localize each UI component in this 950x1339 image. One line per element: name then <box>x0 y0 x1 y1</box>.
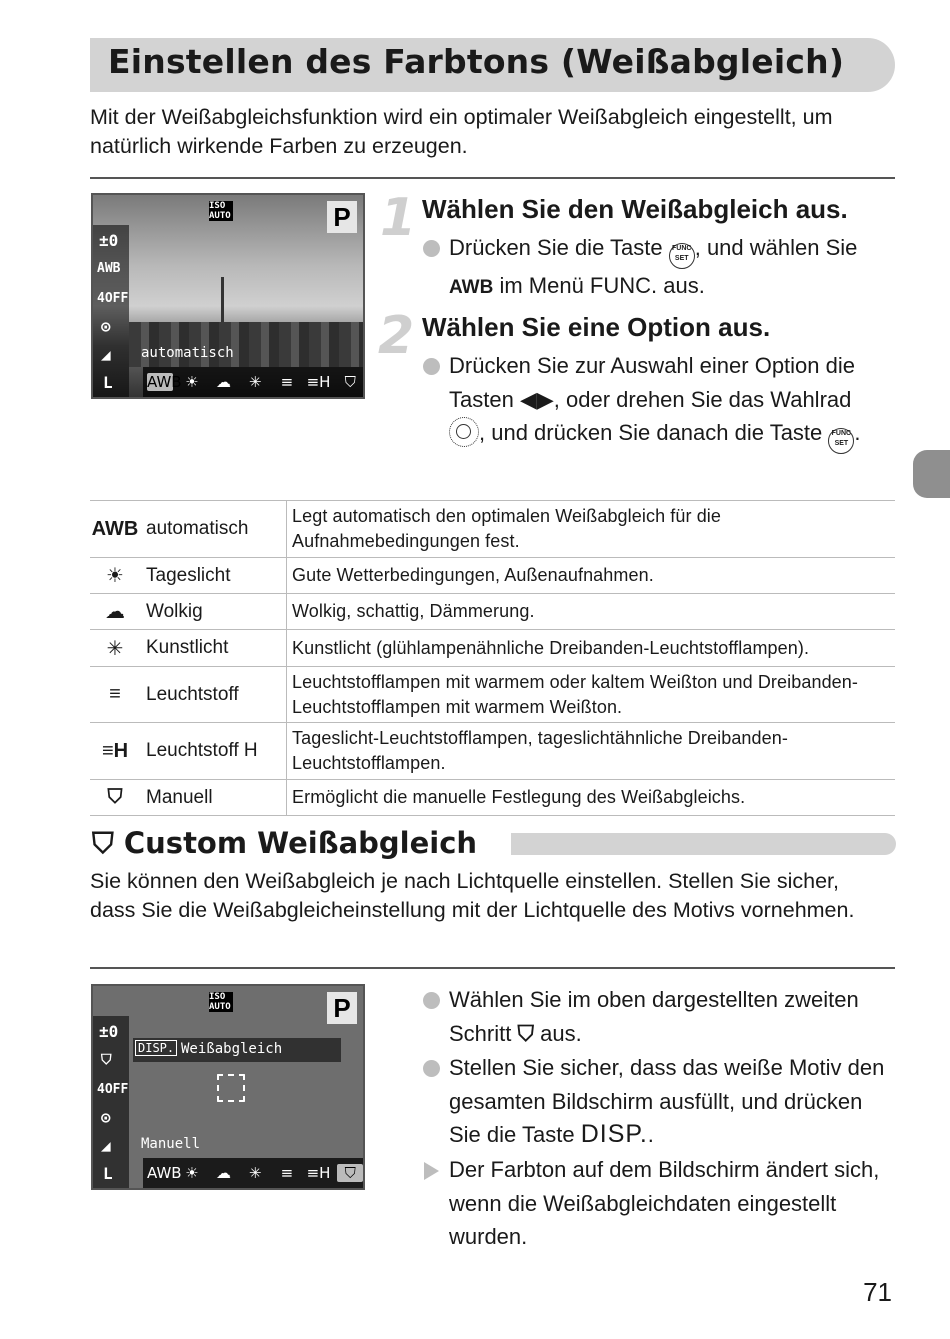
custom-step-2: Stellen Sie sicher, dass das weiße Motiv den gesamten Bildschirm ausfüllt, und drücken Sie die Taste DISP.. <box>449 1055 885 1148</box>
focus-frame <box>217 1074 245 1102</box>
mode-tungsten-icon: ✳ <box>248 373 262 391</box>
custom-wb-icon: ⛉ <box>92 826 114 860</box>
awb-icon: AWB <box>97 261 121 276</box>
fluorescent-h-icon: ≡H <box>90 723 140 780</box>
wb-option-desc: Legt automatisch den optimalen Weißabgleich für die Aufnahmebedingungen fest. <box>287 501 896 558</box>
mode-daylight-icon: ☀ <box>185 373 199 391</box>
step1-text: Drücken Sie die Taste FUNC SET , und wählen Sie AWB im Menü FUNC. aus. <box>449 235 858 298</box>
wb-option-name: Tageslicht <box>140 558 287 594</box>
mode-p-icon: P <box>327 201 357 233</box>
tungsten-icon: ✳ <box>90 630 140 667</box>
mode-fluorescent-h-icon: ≡H <box>306 373 331 391</box>
wb-option-name: Wolkig <box>140 594 287 630</box>
bullet-icon <box>423 1060 440 1077</box>
left-right-arrows-icon: ◀▶ <box>519 386 554 412</box>
wb-option-name: Kunstlicht <box>140 630 287 667</box>
wb-option-name: Manuell <box>140 780 287 816</box>
custom-icon: ⛉ <box>90 780 140 816</box>
bullet-icon <box>423 992 440 1009</box>
exposure-icon: ±0 <box>99 231 119 250</box>
custom-result: Der Farbton auf dem Bildschirm ändert sich, wenn die Weißabgleichdaten eingestellt wurden. <box>449 1157 880 1249</box>
func-set-button-icon: FUNC SET <box>669 243 695 269</box>
wb-option-desc: Tageslicht-Leuchtstofflampen, tageslichtähnliche Dreibanden-Leuchtstofflampen. <box>287 723 896 780</box>
wb-menu-bar <box>133 1038 341 1062</box>
mode-custom-icon: ⛉ <box>344 373 356 391</box>
chapter-tab <box>913 450 950 498</box>
iso-icon: ISO AUTO <box>209 201 233 221</box>
table-row <box>90 667 895 723</box>
step2-heading: Wählen Sie eine Option aus. <box>422 312 771 342</box>
wb-mode-label: Manuell <box>141 1136 201 1152</box>
custom-wb-heading: ⛉ Custom Weißabgleich <box>92 826 478 860</box>
wb-option-desc: Kunstlicht (glühlampenähnliche Dreibanden-Leuchtstofflampen). <box>287 630 896 667</box>
intro-text: Mit der Weißabgleichsfunktion wird ein optimaler Weißabgleich eingestellt, um natürlich wirkende Farben zu erzeugen. <box>90 105 833 158</box>
fluorescent-icon: ≡ <box>90 667 140 723</box>
wb-option-name: automatisch <box>140 501 287 558</box>
wb-option-desc: Leuchtstofflampen mit warmem oder kaltem Weißton und Dreibanden-Leuchtstofflampen mit warmem Weißton. <box>287 667 896 723</box>
mode-cloudy-icon: ☁ <box>216 373 231 391</box>
awb-icon: AWB <box>90 501 140 558</box>
camera-screen-1 <box>91 193 365 399</box>
wb-option-desc: Gute Wetterbedingungen, Außenaufnahmen. <box>287 558 896 594</box>
divider <box>90 967 895 969</box>
func-set-button-icon: FUNC SET <box>828 428 854 454</box>
step-number-1: 1 <box>380 188 417 248</box>
table-row <box>90 723 895 780</box>
flash-off-icon: 4OFF <box>97 291 129 306</box>
metering-icon: ⊙ <box>101 317 111 336</box>
wb-option-name: Leuchtstoff H <box>140 723 287 780</box>
mode-fluorescent-icon: ≡ <box>280 373 294 391</box>
table-row <box>90 501 895 558</box>
wb-mode-label: automatisch <box>141 345 234 361</box>
step1-heading: Wählen Sie den Weißabgleich aus. <box>422 194 848 224</box>
camera-screen-2: ±0 ⛉ 4OFF ⊙ ◢ L ISO AUTO P DISP. Weißabgleich Manuell AWB ☀ ☁ ✳ ≡ ≡H ⛉ <box>91 984 365 1190</box>
page-number: 71 <box>863 1277 892 1307</box>
section-bar <box>511 833 896 855</box>
disp-button-icon: DISP. <box>580 1120 648 1148</box>
mode-awb-icon: AWB <box>147 373 182 391</box>
wb-option-desc: Wolkig, schattig, Dämmerung. <box>287 594 896 630</box>
custom-icon: ⛉ <box>517 1020 534 1046</box>
custom-icon: ⛉ <box>101 1052 112 1068</box>
wb-menu-label: Weißabgleich <box>181 1041 283 1057</box>
disp-tag: DISP. <box>135 1040 177 1056</box>
bullet-icon <box>423 240 440 257</box>
table-row <box>90 594 895 630</box>
step2-text: Drücken Sie zur Auswahl einer Option die Tasten ◀▶, oder drehen Sie das Wahlrad , und drücken Sie danach die Taste FUNC SET . <box>449 349 879 454</box>
custom-step-1: Wählen Sie im oben dargestellten zweiten Schritt ⛉ aus. <box>449 987 859 1046</box>
table-row <box>90 558 895 594</box>
wb-option-name: Leuchtstoff <box>140 667 287 723</box>
wb-mode-bar <box>143 367 363 397</box>
awb-icon: AWB <box>449 277 494 298</box>
size-icon: L <box>103 373 113 392</box>
bullet-icon <box>423 358 440 375</box>
wb-option-desc: Ermöglicht die manuelle Festlegung des Weißabgleichs. <box>287 780 896 816</box>
table-row <box>90 780 895 816</box>
divider <box>90 177 895 179</box>
step-number-2: 2 <box>378 306 415 366</box>
custom-wb-text: Sie können den Weißabgleich je nach Lichtquelle einstellen. Stellen Sie sicher, dass Sie die Weißabgleicheinstellung mit der Lichtquelle des Motivs vornehmen. <box>90 869 855 922</box>
daylight-icon: ☀ <box>90 558 140 594</box>
cloudy-icon: ☁ <box>90 594 140 630</box>
white-balance-table <box>90 500 895 816</box>
page-title: Einstellen des Farbtons (Weißabgleich) <box>108 42 845 81</box>
table-row <box>90 630 895 667</box>
control-dial-icon <box>449 417 479 447</box>
compression-icon: ◢ <box>101 345 111 364</box>
result-arrow-icon <box>424 1162 439 1180</box>
